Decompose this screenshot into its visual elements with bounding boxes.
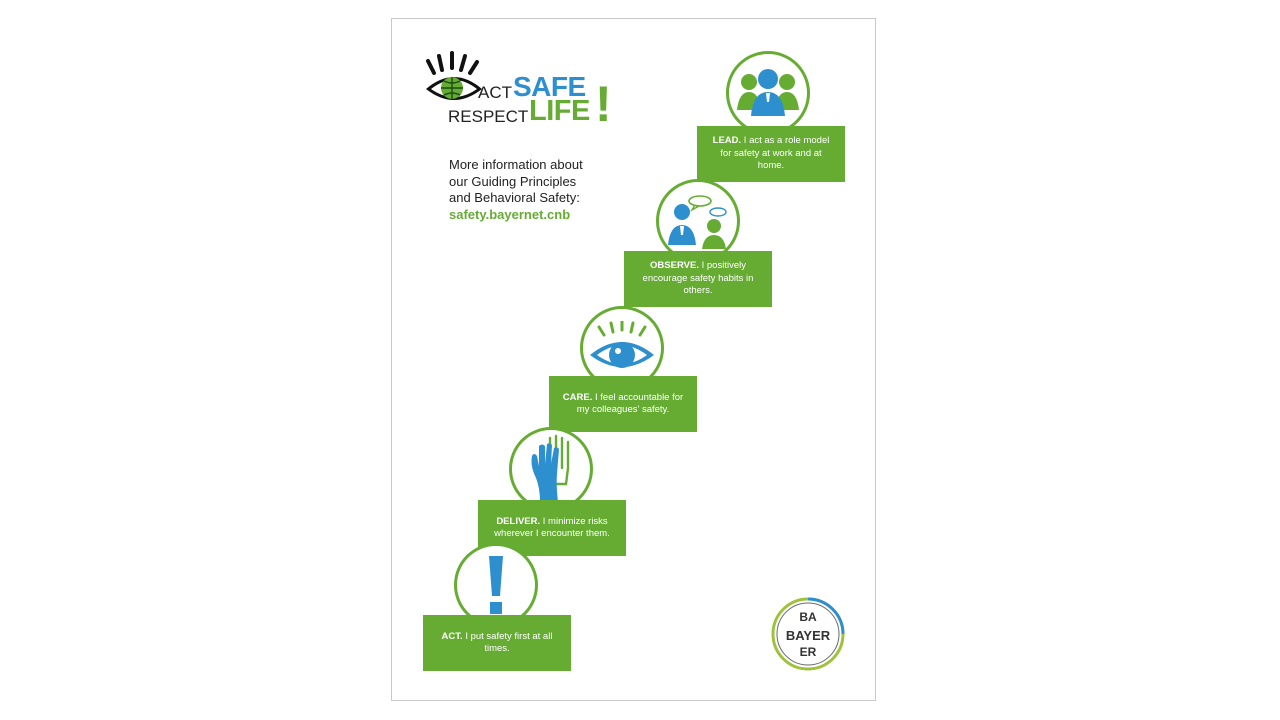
info-line: More information about bbox=[449, 157, 583, 172]
act-text: I put safety first at all times. bbox=[465, 630, 553, 654]
observe-box bbox=[624, 251, 772, 307]
lead-box bbox=[697, 126, 845, 182]
logo-respect-text: RESPECT bbox=[448, 107, 529, 126]
deliver-title: DELIVER. bbox=[496, 515, 541, 527]
care-title: CARE. bbox=[562, 391, 593, 403]
safety-poster bbox=[391, 18, 876, 701]
bayer-logo-text: BAYER bbox=[785, 628, 831, 643]
eye-globe-icon bbox=[422, 51, 486, 105]
logo-exclamation: ! bbox=[595, 76, 612, 132]
info-line: and Behavioral Safety: bbox=[449, 190, 580, 205]
svg-text:BA: BA bbox=[799, 610, 817, 624]
lead-text: I act as a role model for safety at work and at home. bbox=[720, 135, 830, 172]
lead-circle bbox=[726, 51, 810, 135]
logo-act-text: ACT bbox=[478, 83, 512, 102]
eye-icon bbox=[587, 321, 657, 375]
logo-safe-text: SAFE bbox=[513, 71, 586, 102]
observe-title: OBSERVE. bbox=[650, 260, 699, 272]
logo-life-text: LIFE bbox=[529, 95, 590, 127]
care-text: I feel accountable for my colleagues' safety. bbox=[576, 391, 684, 415]
act-box bbox=[423, 615, 571, 671]
observe-text: I positively encourage safety habits in others. bbox=[642, 260, 754, 297]
info-line: our Guiding Principles bbox=[449, 173, 577, 189]
svg-text:ER: ER bbox=[799, 645, 817, 659]
info-block bbox=[449, 157, 619, 223]
team-leader-icon bbox=[735, 68, 801, 118]
exclamation-icon bbox=[486, 554, 506, 616]
deliver-circle bbox=[509, 427, 593, 511]
gloves-icon bbox=[526, 434, 576, 504]
deliver-text: I minimize risks wherever I encounter them. bbox=[494, 515, 610, 539]
bayer-logo bbox=[770, 596, 846, 672]
care-box bbox=[549, 376, 697, 432]
conversation-icon bbox=[664, 193, 732, 249]
safety-link[interactable]: safety.bayernet.cnb bbox=[449, 206, 571, 222]
lead-title: LEAD. bbox=[712, 135, 742, 147]
act-title: ACT. bbox=[441, 630, 463, 642]
